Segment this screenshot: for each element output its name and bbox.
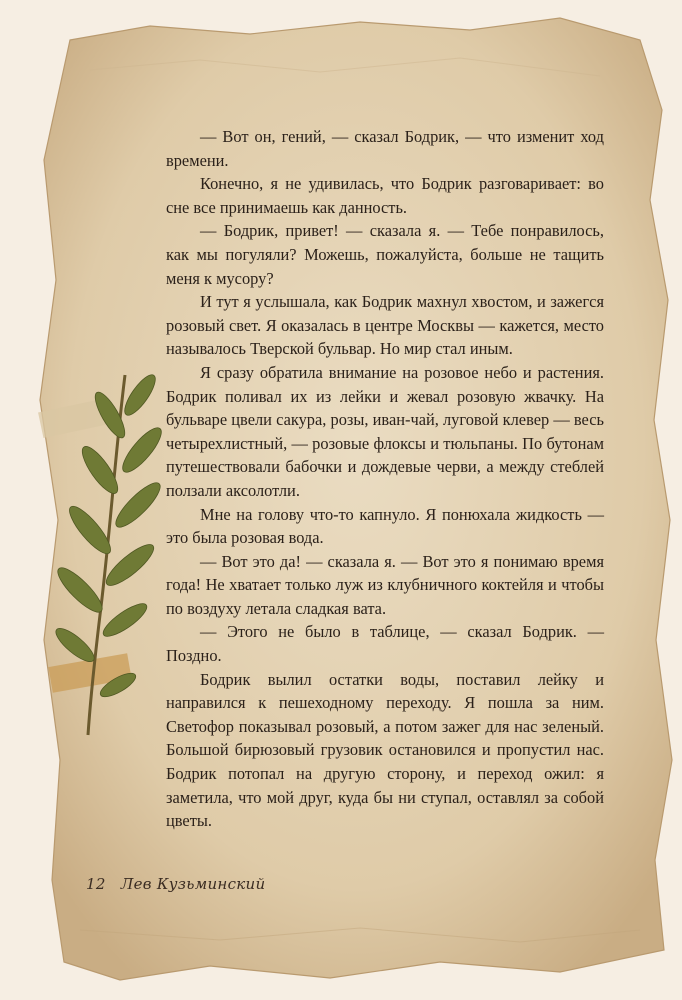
paragraph-3: — Бодрик, привет! — сказала я. — Тебе понравилось, как мы погуляли? Можешь, пожалуйста, больше не тащить меня к мусору?	[166, 221, 604, 288]
author-name: Лев Кузьминский	[120, 875, 266, 893]
page-number: 12	[86, 875, 106, 893]
paragraph-8: — Этого не было в таблице, — сказал Бодрик. — Поздно.	[166, 622, 604, 666]
body-text	[166, 125, 604, 833]
paragraph-7: — Вот это да! — сказала я. — Вот это я понимаю время года! Не хватает только луж из клубничного коктейля и чтобы по воздуху летала сладкая вата.	[166, 551, 604, 618]
pressed-leaf-branch-illustration	[30, 365, 170, 745]
paragraph-6: Мне на голову что-то капнуло. Я понюхала жидкость — это была розовая вода.	[166, 504, 604, 548]
paragraph-2: Конечно, я не удивилась, что Бодрик разговаривает: во сне все принимаешь как данность.	[166, 174, 604, 217]
paragraph-5: Я сразу обратила внимание на розовое небо и растения. Бодрик поливал их из лейки и жевал розовую жвачку. На бульваре цвели сакура, розы, иван-чай, луговой клевер — весь четырехлистный, — розовые флоксы и тюльпаны. По бутонам путешествовали бабочки и дождевые черви, а между стеблей ползали аксолотли.	[166, 362, 604, 500]
paragraph-1: — Вот он, гений, — сказал Бодрик, — что изменит ход времени.	[166, 127, 604, 170]
paragraph-4: И тут я услышала, как Бодрик махнул хвостом, и зажегся розовый свет. Я оказалась в центре Москвы — кажется, место называлось Тверской бульвар. Но мир стал иным.	[166, 292, 604, 359]
paragraph-9: Бодрик вылил остатки воды, поставил лейку и направился к пешеходному переходу. Я пошла за ним. Светофор показывал розовый, а потом зажег для нас зеленый. Большой бирюзовый грузовик остановился и пропустил нас. Бодрик потопал на другую сторону, и переход ожил: я заметила, что мой друг, куда бы ни ступал, оставлял за собой цветы.	[166, 669, 604, 831]
page-footer	[86, 875, 265, 893]
